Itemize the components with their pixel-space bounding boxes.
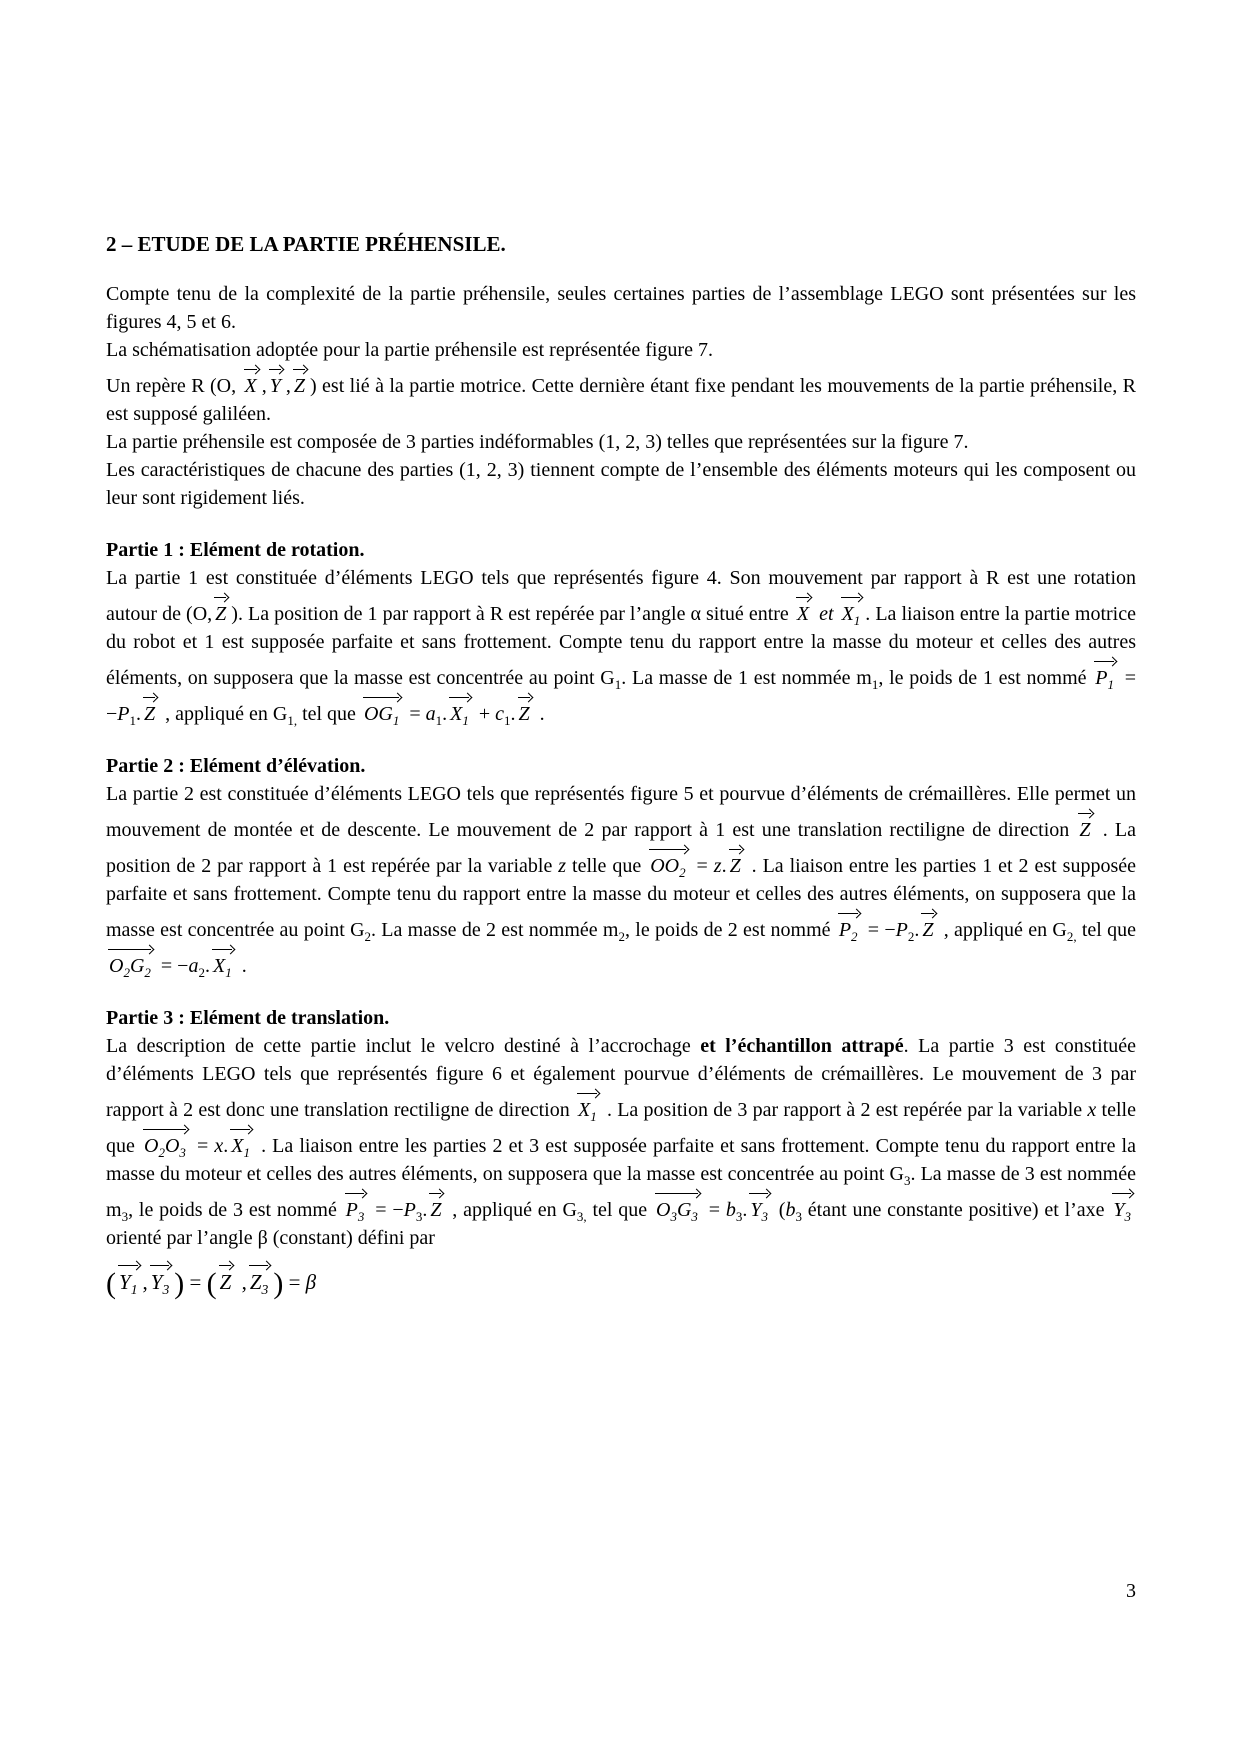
vector-arrow-icon	[214, 597, 226, 598]
vector-arrow-icon	[649, 849, 685, 850]
vector-Z: $Z_3$	[248, 1260, 273, 1293]
vector-arrow-icon	[363, 697, 399, 698]
vector-arrow-icon	[729, 849, 741, 850]
vector-P: $P_2$	[837, 908, 862, 941]
vector-Z: Z	[517, 692, 534, 725]
vector-X: $X_1$	[448, 692, 473, 725]
vector-Z: Z	[213, 592, 230, 625]
vector-OG: $O_3G_3$	[654, 1188, 702, 1221]
vector-arrow-icon	[429, 1193, 441, 1194]
vector-P: $P_1$	[1093, 656, 1118, 689]
vector-P: $P_3$	[344, 1188, 369, 1221]
vector-arrow-icon	[269, 369, 281, 370]
vector-arrow-icon	[108, 949, 151, 950]
vector-X: $X_1$	[840, 592, 865, 625]
vector-arrow-icon	[244, 369, 257, 370]
intro-paragraph-2: La schématisation adoptée pour la partie préhensile est représentée figure 7.	[106, 339, 713, 361]
vector-arrow-icon	[143, 1129, 186, 1130]
vector-arrow-icon	[1078, 813, 1090, 814]
vector-arrow-icon	[449, 697, 469, 698]
vector-OO: $O_2O_3$	[142, 1124, 190, 1157]
vector-arrow-icon	[150, 1265, 170, 1266]
vector-arrow-icon	[1112, 1193, 1131, 1194]
vector-arrow-icon	[230, 1129, 250, 1130]
intro-paragraph-3: Un repère R (O, X , Y , Z ) est lié à la partie motrice. Cette dernière étant fixe pendant les mouvements de la partie préhensile, R est supposé galiléen.	[106, 364, 1136, 428]
vector-OG: $O_2G_2$	[107, 944, 155, 977]
vector-X: $X_1$	[211, 944, 236, 977]
vector-Z: Z	[142, 692, 159, 725]
document-title: 2 – ETUDE DE LA PARTIE PRÉHENSILE.	[106, 232, 506, 256]
vector-arrow-icon	[345, 1193, 365, 1194]
vector-arrow-icon	[249, 1265, 269, 1266]
vector-Y: $Y_3$	[748, 1188, 772, 1221]
vector-Y: Y	[268, 364, 285, 397]
vector-Z: Z	[292, 364, 309, 397]
vector-Y: $Y_1$	[117, 1260, 142, 1293]
section-3-body: La description de cette partie inclut le velcro destiné à l’accrochage et l’échantillon attrapé. La partie 3 est constituée d’éléments LEGO tels que représentés figure 6 et également pourvue d’éléments de crémaillères. Le mouvement de 3 par rapport à 2 est donc une translation rectiligne de direction $X_1$ . La position de 3 par rapport à 2 est repérée par la variable x telle que $O_2O_3 = x$. $X_1$ . La liaison entre les parties 2 et 3 est supposée parfaite et sans frottement. Compte tenu du rapport entre la masse du moteur et celles des autres éléments, on supposera que la masse est concentrée au point $G_3$. La masse de 3 est nommée $m_3$, le poids de 3 est nommé $P_3 = -P_3$. Z , appliqué en $G_{3,}$ tel que $O_3G_3 = b_3$. $Y_3$ ($b_3$ étant une constante positive) et l’axe $Y_3$ orienté par l’angle β (constant) défini par	[106, 1035, 1137, 1249]
vector-X: X	[243, 364, 261, 397]
vector-X: $X_1$	[229, 1124, 254, 1157]
vector-Z: Z	[728, 844, 745, 877]
intro-paragraph-4: La partie préhensile est composée de 3 parties indéformables (1, 2, 3) telles que représentées sur la figure 7.	[106, 431, 969, 453]
vector-arrow-icon	[577, 1093, 597, 1094]
vector-X: X	[795, 592, 813, 625]
section-2-body: La partie 2 est constituée d’éléments LEGO tels que représentés figure 5 et pourvue d’éléments de crémaillères. Elle permet un mouvement de montée et de descente. Le mouvement de 2 par rapport à 1 est une translation rectiligne de direction Z . La position de 2 par rapport à 1 est repérée par la variable z telle que $OO_2 = z$. Z . La liaison entre les parties 1 et 2 est supposée parfaite et sans frottement. Compte tenu du rapport entre la masse du moteur et celles des autres éléments, on supposera que la masse est concentrée au point $G_2$. La masse de 2 est nommée $m_2$, le poids de 2 est nommé $P_2 = -P_2$. Z , appliqué en $G_{2,}$ tel que $O_2G_2 = -a_2$. $X_1$ .	[106, 783, 1136, 980]
vector-arrow-icon	[219, 1265, 232, 1266]
vector-arrow-icon	[118, 1265, 138, 1266]
vector-OO: $OO_2$	[648, 844, 689, 877]
vector-OG: $OG_1$	[362, 692, 403, 725]
vector-arrow-icon	[143, 697, 155, 698]
vector-arrow-icon	[293, 369, 305, 370]
vector-X: $X_1$	[576, 1088, 601, 1121]
vector-Y: $Y_3$	[1111, 1188, 1135, 1221]
vector-Z: Z	[1077, 808, 1094, 841]
section-2-heading: Partie 2 : Elément d’élévation.	[106, 755, 366, 777]
section-partie-3	[106, 1004, 1136, 1299]
section-3-angle-formula: ( $Y_1$ , $Y_3$ ) = ( Z , $Z_3$ ) = β	[106, 1260, 1136, 1299]
vector-arrow-icon	[1094, 661, 1114, 662]
document-content	[106, 230, 1136, 1299]
section-partie-2	[106, 752, 1136, 980]
vector-arrow-icon	[841, 597, 861, 598]
intro-paragraph-1: Compte tenu de la complexité de la partie préhensile, seules certaines parties de l’assemblage LEGO sont présentées sur les figures 4, 5 et 6.	[106, 283, 1136, 333]
vector-Z: Z	[218, 1260, 236, 1293]
section-3-heading: Partie 3 : Elément de translation.	[106, 1007, 390, 1029]
section-1-heading: Partie 1 : Elément de rotation.	[106, 539, 365, 561]
page-number: 3	[1126, 1580, 1136, 1602]
vector-Z: Z	[920, 908, 937, 941]
vector-arrow-icon	[921, 913, 933, 914]
vector-arrow-icon	[655, 1193, 698, 1194]
vector-arrow-icon	[796, 597, 809, 598]
section-partie-1	[106, 536, 1136, 728]
vector-arrow-icon	[212, 949, 232, 950]
vector-Y: $Y_3$	[149, 1260, 174, 1293]
vector-arrow-icon	[749, 1193, 768, 1194]
section-1-body: La partie 1 est constituée d’éléments LEGO tels que représentés figure 4. Son mouvement par rapport à R est une rotation autour de (O, Z ). La position de 1 par rapport à R est repérée par l’angle α situé entre X et $X_1$ . La liaison entre la partie motrice du robot et 1 est supposée parfaite et sans frottement. Compte tenu du rapport entre la masse du moteur et celles des autres éléments, on supposera que la masse est concentrée au point $G_1$. La masse de 1 est nommée $m_1$, le poids de 1 est nommé $P_1 = -P_1$. Z , appliqué en $G_{1,}$ tel que $OG_1 = a_1$. $X_1 + c_1$. Z .	[106, 567, 1137, 728]
vector-arrow-icon	[838, 913, 858, 914]
vector-arrow-icon	[518, 697, 530, 698]
intro-paragraph-5: Les caractéristiques de chacune des parties (1, 2, 3) tiennent compte de l’ensemble des éléments moteurs qui les composent ou leur sont rigidement liés.	[106, 459, 1136, 509]
vector-Z: Z	[428, 1188, 445, 1221]
